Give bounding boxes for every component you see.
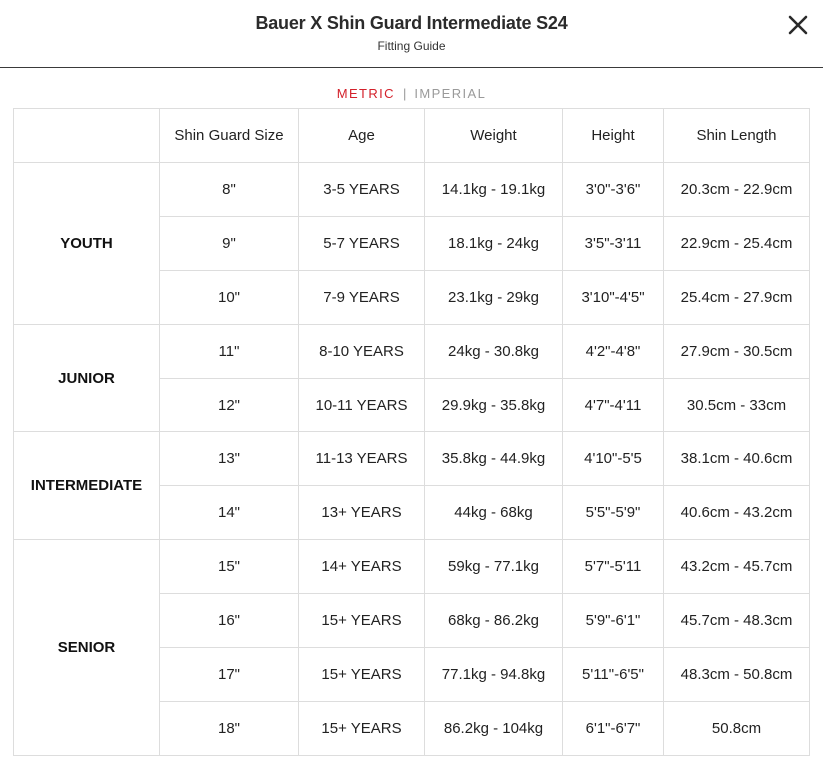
weight-cell: 24kg - 30.8kg (425, 324, 563, 378)
size-cell: 12" (160, 378, 299, 432)
age-cell: 8-10 YEARS (299, 324, 425, 378)
age-cell: 15+ YEARS (299, 648, 425, 702)
age-cell: 3-5 YEARS (299, 163, 425, 217)
unit-separator: | (402, 86, 407, 101)
height-cell: 4'10"-5'5 (563, 432, 664, 486)
age-cell: 7-9 YEARS (299, 270, 425, 324)
table-row (14, 163, 810, 217)
shin-cell: 48.3cm - 50.8cm (664, 648, 810, 702)
size-cell: 10" (160, 270, 299, 324)
weight-cell: 44kg - 68kg (425, 486, 563, 540)
age-cell: 15+ YEARS (299, 701, 425, 755)
age-cell: 13+ YEARS (299, 486, 425, 540)
age-cell: 14+ YEARS (299, 540, 425, 594)
size-cell: 15" (160, 540, 299, 594)
height-cell: 5'7"-5'11 (563, 540, 664, 594)
shin-cell: 45.7cm - 48.3cm (664, 594, 810, 648)
height-cell: 5'5"-5'9" (563, 486, 664, 540)
weight-cell: 35.8kg - 44.9kg (425, 432, 563, 486)
table-row (14, 324, 810, 378)
weight-cell: 23.1kg - 29kg (425, 270, 563, 324)
category-youth: YOUTH (14, 163, 160, 325)
height-cell: 3'0"-3'6" (563, 163, 664, 217)
size-cell: 9" (160, 216, 299, 270)
table-header-row (14, 109, 810, 163)
shin-cell: 27.9cm - 30.5cm (664, 324, 810, 378)
height-cell: 4'7"-4'11 (563, 378, 664, 432)
header-height: Height (563, 109, 664, 163)
size-chart-table (13, 108, 810, 756)
age-cell: 11-13 YEARS (299, 432, 425, 486)
category-junior: JUNIOR (14, 324, 160, 432)
height-cell: 5'11"-6'5" (563, 648, 664, 702)
size-cell: 16" (160, 594, 299, 648)
close-button[interactable] (785, 12, 811, 38)
category-intermediate: INTERMEDIATE (14, 432, 160, 540)
size-cell: 18" (160, 701, 299, 755)
weight-cell: 77.1kg - 94.8kg (425, 648, 563, 702)
height-cell: 6'1"-6'7" (563, 701, 664, 755)
header-weight: Weight (425, 109, 563, 163)
weight-cell: 18.1kg - 24kg (425, 216, 563, 270)
table-row (14, 432, 810, 486)
size-cell: 14" (160, 486, 299, 540)
height-cell: 3'10"-4'5" (563, 270, 664, 324)
age-cell: 5-7 YEARS (299, 216, 425, 270)
modal-header (0, 0, 823, 68)
header-size: Shin Guard Size (160, 109, 299, 163)
shin-cell: 25.4cm - 27.9cm (664, 270, 810, 324)
weight-cell: 14.1kg - 19.1kg (425, 163, 563, 217)
height-cell: 4'2"-4'8" (563, 324, 664, 378)
size-cell: 17" (160, 648, 299, 702)
shin-cell: 30.5cm - 33cm (664, 378, 810, 432)
age-cell: 10-11 YEARS (299, 378, 425, 432)
height-cell: 5'9"-6'1" (563, 594, 664, 648)
category-senior: SENIOR (14, 540, 160, 756)
modal-title: Bauer X Shin Guard Intermediate S24 (255, 13, 568, 33)
shin-cell: 20.3cm - 22.9cm (664, 163, 810, 217)
weight-cell: 59kg - 77.1kg (425, 540, 563, 594)
header-age: Age (299, 109, 425, 163)
age-cell: 15+ YEARS (299, 594, 425, 648)
header-category (14, 109, 160, 163)
shin-cell: 43.2cm - 45.7cm (664, 540, 810, 594)
unit-toggle (0, 86, 823, 101)
height-cell: 3'5"-3'11 (563, 216, 664, 270)
table-row (14, 540, 810, 594)
imperial-tab[interactable]: IMPERIAL (414, 86, 487, 101)
header-shin-length: Shin Length (664, 109, 810, 163)
metric-tab[interactable]: METRIC (336, 86, 395, 101)
modal-subtitle: Fitting Guide (377, 39, 446, 53)
close-icon (785, 12, 811, 38)
shin-cell: 22.9cm - 25.4cm (664, 216, 810, 270)
weight-cell: 68kg - 86.2kg (425, 594, 563, 648)
shin-cell: 38.1cm - 40.6cm (664, 432, 810, 486)
shin-cell: 50.8cm (664, 701, 810, 755)
weight-cell: 86.2kg - 104kg (425, 701, 563, 755)
weight-cell: 29.9kg - 35.8kg (425, 378, 563, 432)
size-cell: 11" (160, 324, 299, 378)
size-cell: 8" (160, 163, 299, 217)
shin-cell: 40.6cm - 43.2cm (664, 486, 810, 540)
size-cell: 13" (160, 432, 299, 486)
